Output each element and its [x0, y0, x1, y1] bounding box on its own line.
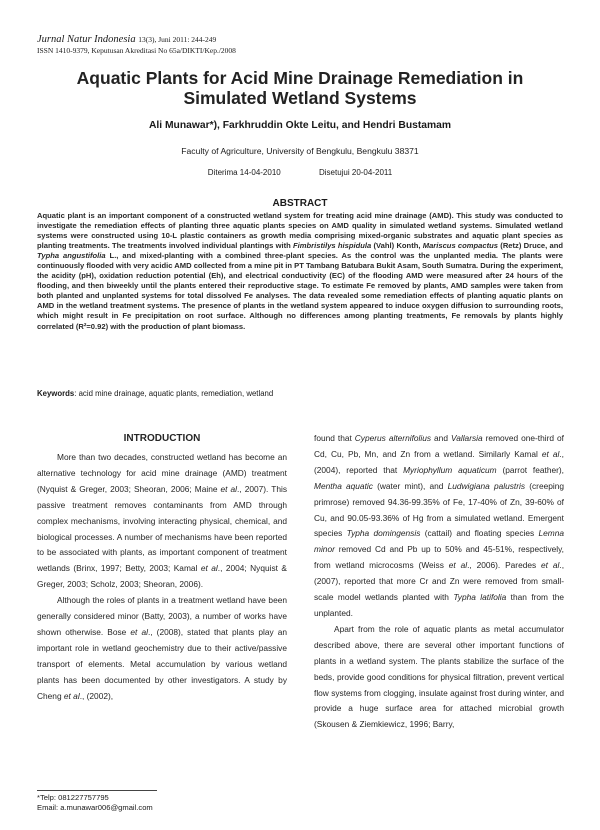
- keywords-label: Keywords: [37, 389, 75, 398]
- journal-name: [37, 34, 337, 46]
- intro-paragraph-4: Apart from the role of aquatic plants as metal accumulator described above, there are several other important functions of plants in a wetland system. The plants stabilize the surface of the beds, provide good conditions for physical filtration, prevent vertical flow systems from clogging, insulate against frost during winter, and provide a huge surface area for attached microbial growth (Skousen & Ziemkiewicz, 1996; Barry,: [314, 623, 564, 730]
- keywords: [37, 389, 563, 398]
- journal-volume: 13(3), Juni 2011: 244-249: [138, 35, 217, 44]
- journal-title: Jurnal Natur Indonesia: [37, 34, 136, 45]
- intro-right-column: [314, 431, 564, 733]
- accepted-date: Disetujui 20-04-2011: [318, 168, 393, 177]
- footnote-email: Email: a.munawar006@gmail.com: [37, 802, 153, 812]
- abstract-body: Aquatic plant is an important component of a constructed wetland system for treating acid mine drainage (AMD). This study was conducted to investigate the remediation effects of planting three aquatic plants species on AMD quality in simulated wetland systems. Simulated wetland systems were constructed using 10-L plastic containers as growth media comprising mixed-organic substrates and aquatic plant species as planting treatments. The treatments involved individual plantings with Fimbristilys hispidula (Vahl) Konth, Mariscus compactus (Retz) Druce, and Typha angustifolia L., and mixed-planting with a combined three-plant species. As the control was the unplanted media. The plants were continuously flooded with very acidic AMD collected from a mine pit in PT Tambang Batubara Bukit Asam, South Sumatra. During the experiment, the acidity (pH), oxidation reduction potential (Eh), and electrical conductivity (EC) of the flooding AMD were measured after 24 hours of the flooding, and then biweekly until the plants entered their reproductive stage. To estimate Fe removed by plants, AMD samples were taken from both planted and unplanted systems for total dissolved Fe analyses. The data revealed some remediation effects of planting aquatic plants on AMD in the wetland treatment systems. The presence of plants in the wetland system appeared to induce oxygen diffusion to surrounding roots, which might result in Fe precipitation on root surface. Although no differences among planting treatments, Fe removals by plants highly correlated (R²=0.92) with the production of plant biomass.: [37, 211, 564, 331]
- journal-issn: ISSN 1410-9379, Keputusan Akreditasi No 65a/DIKTI/Kep./2008: [37, 46, 236, 55]
- intro-heading: INTRODUCTION: [123, 433, 201, 444]
- received-date: Diterima 14-04-2010: [207, 168, 281, 177]
- paper-title: Aquatic Plants for Acid Mine Drainage Remediation in Simulated Wetland Systems: [76, 68, 524, 108]
- keywords-text: : acid mine drainage, aquatic plants, remediation, wetland: [74, 389, 274, 398]
- footnote-rule: [37, 790, 157, 791]
- dates: [40, 168, 560, 177]
- affiliation: Faculty of Agriculture, University of Bengkulu, Bengkulu 38371: [181, 146, 419, 156]
- intro-left-column: [37, 431, 287, 705]
- intro-paragraph-1: More than two decades, constructed wetland has become an alternative technology for acid mine drainage (AMD) treatment (Nyquist & Greger, 2003; Sheoran, 2006; Maine et al., 2007). This passive treatment removes contaminants from AMD through complex mechanisms, involving interacting physical, chemical, and biological processes. A number of mechanisms have been reported to be associated with plants, as important component of treatment wetlands (Brinx, 1997; Betty, 2003; Kamal et al., 2004; Nyquist & Greger, 2003; Scholz, 2003; Sheoran, 2006).: [37, 452, 287, 590]
- footnote: [37, 793, 153, 812]
- intro-paragraph-3: found that Cyperus alternifolius and Vallarsia removed one-third of Cd, Cu, Pb, Mn, and Zn from a wetland. Similarly Kamal et al., (2004), reported that Myriophyllum aquaticum (parrot feather), Mentha aquatic (water mint), and Ludwigiana palustris (creeping primrose) removed 94.36-99.35% of Fe, 17-40% of Zn, 39-60% of Cu, and 90.05-93.36% of Hg from a simulated wetland. Emergent species Typha domingensis (cattail) and floating species Lemna minor removed Cd and Pb up to 50% and 45-51%, respectively, from wetland microcosms (Weiss et al., 2006). Paredes et al., (2007), reported that more Cr and Zn were removed from small-scale model wetlands planted with Typha latifolia than from the unplanted.: [314, 433, 565, 618]
- authors: Ali Munawar*), Farkhruddin Okte Leitu, and Hendri Bustamam: [148, 120, 452, 131]
- abstract-heading: ABSTRACT: [272, 198, 328, 209]
- intro-paragraph-2: Although the roles of plants in a treatment wetland have been generally considered minor (Batty, 2003), a number of works have shown otherwise. Bose et al., (2008), stated that plants play an important role in wetland geochemistry due to their active/passive transport of elements. Metal accumulation by various wetland plants has been documented by other investigators. A study by Cheng et al., (2002),: [37, 595, 287, 701]
- footnote-phone: *Telp: 081227757795: [37, 793, 109, 802]
- journal-header: [37, 34, 337, 56]
